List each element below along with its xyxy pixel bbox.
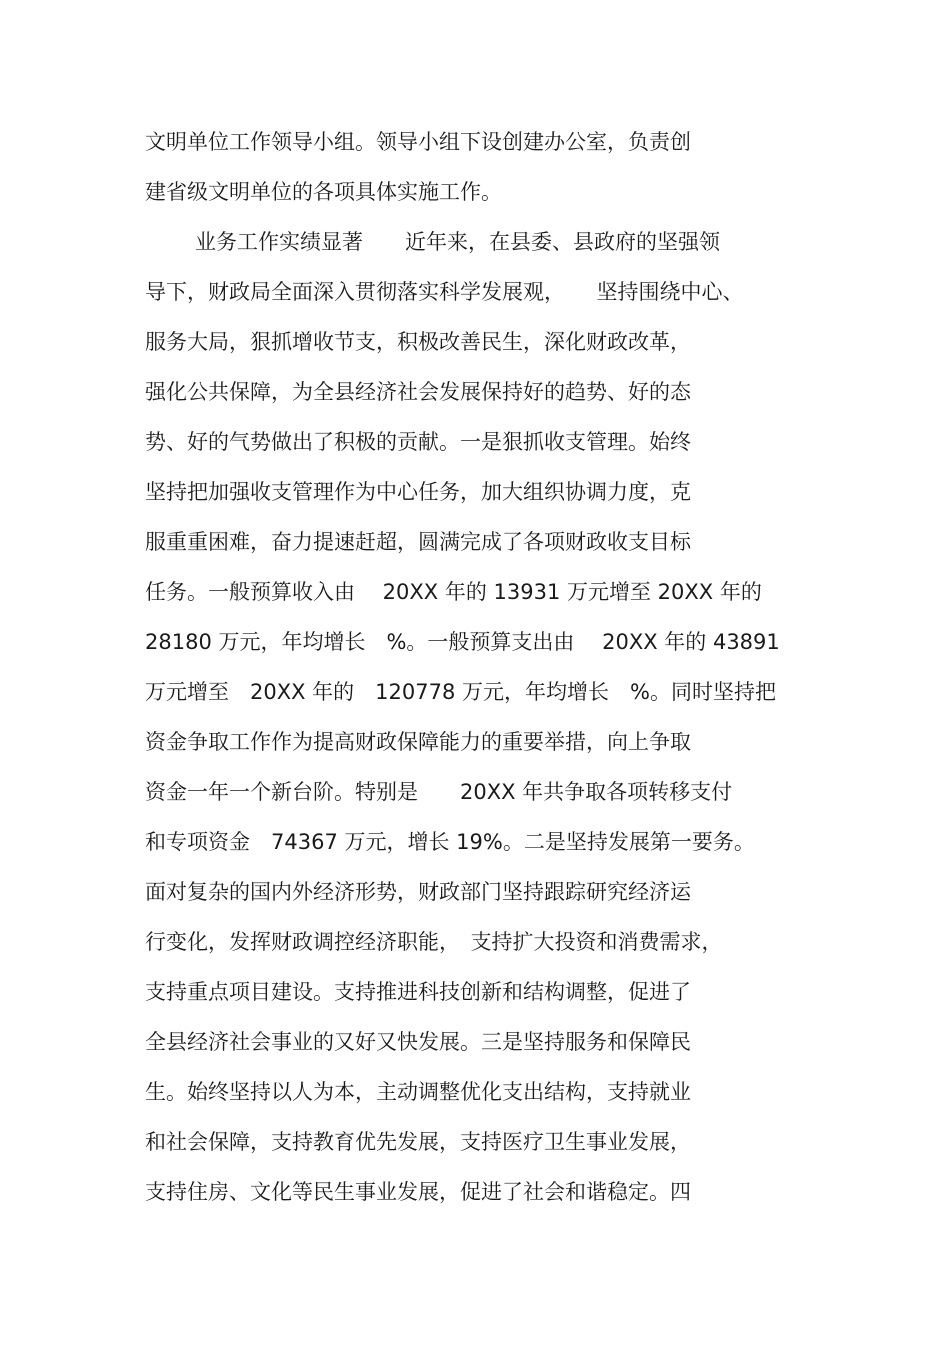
text-line: 资金一年一个新台阶。特别是 20XX 年共争取各项转移支付: [145, 780, 733, 804]
text-line: 行变化，发挥财政调控经济职能， 支持扩大投资和消费需求，: [145, 930, 723, 954]
text-line: 服重重困难，奋力提速赶超，圆满完成了各项财政收支目标: [145, 530, 691, 554]
text-line: 服务大局，狠抓增收节支，积极改善民生，深化财政改革，: [145, 330, 691, 354]
text-line: 和专项资金 74367 万元，增长 19%。二是坚持发展第一要务。: [145, 830, 755, 854]
text-line: 导下，财政局全面深入贯彻落实科学发展观， 坚持围绕中心、: [145, 280, 744, 304]
text-line: 业务工作实绩显著 近年来，在县委、县政府的坚强领: [195, 230, 720, 254]
text-line: 面对复杂的国内外经济形势，财政部门坚持跟踪研究经济运: [145, 880, 691, 904]
text-line: 文明单位工作领导小组。领导小组下设创建办公室，负责创: [145, 130, 691, 154]
text-line: 万元增至 20XX 年的 120778 万元，年均增长 %。同时坚持把: [145, 680, 776, 704]
text-line: 资金争取工作作为提高财政保障能力的重要举措，向上争取: [145, 730, 691, 754]
text-line: 支持住房、文化等民生事业发展，促进了社会和谐稳定。四: [145, 1180, 691, 1204]
text-line: 支持重点项目建设。支持推进科技创新和结构调整，促进了: [145, 980, 691, 1004]
text-line: 28180 万元，年均增长 %。一般预算支出由 20XX 年的 43891: [145, 630, 780, 654]
text-line: 坚持把加强收支管理作为中心任务，加大组织协调力度，克: [145, 480, 691, 504]
text-line: 势、好的气势做出了积极的贡献。一是狠抓收支管理。始终: [145, 430, 691, 454]
text-line: 全县经济社会事业的又好又快发展。三是坚持服务和保障民: [145, 1030, 691, 1054]
text-line: 强化公共保障，为全县经济社会发展保持好的趋势、好的态: [145, 380, 691, 404]
text-line: 和社会保障，支持教育优先发展，支持医疗卫生事业发展，: [145, 1130, 691, 1154]
text-line: 生。始终坚持以人为本，主动调整优化支出结构，支持就业: [145, 1080, 691, 1104]
text-line: 建省级文明单位的各项具体实施工作。: [145, 180, 502, 204]
text-line: 任务。一般预算收入由 20XX 年的 13931 万元增至 20XX 年的: [145, 580, 762, 604]
